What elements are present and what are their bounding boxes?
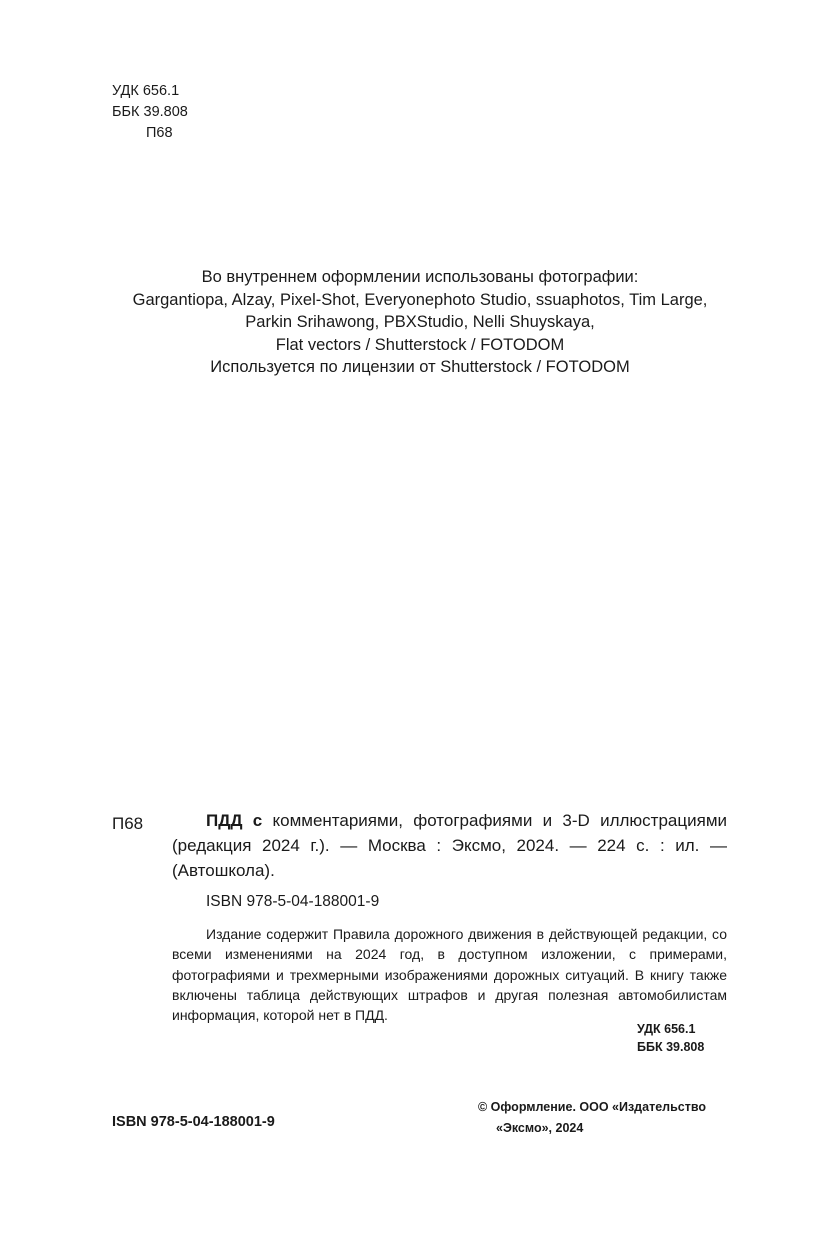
credits-line-2: Gargantiopa, Alzay, Pixel-Shot, Everyonephoto Studio, ssuaphotos, Tim Large, xyxy=(132,290,708,309)
card-isbn: ISBN 978-5-04-188001-9 xyxy=(206,893,380,910)
card-bbk-code: ББК 39.808 xyxy=(637,1040,705,1054)
footer-isbn: ISBN 978-5-04-188001-9 xyxy=(112,1114,275,1130)
copyright-notice xyxy=(478,1097,738,1139)
card-classification-codes xyxy=(637,1020,704,1056)
top-udk-code: УДК 656.1 xyxy=(112,83,180,99)
bibliographic-record xyxy=(172,808,727,883)
credits-line-4: Flat vectors / Shutterstock / FOTODOM xyxy=(275,335,565,354)
card-author-sign: П68 xyxy=(112,814,144,833)
copyright-line-2: «Эксмо», 2024 xyxy=(496,1121,584,1135)
copyright-line-1: © Оформление. ООО «Издательство xyxy=(478,1100,706,1114)
top-classification-codes xyxy=(112,81,188,144)
top-bbk-code: ББК 39.808 xyxy=(112,104,188,120)
credits-line-1: Во внутреннем оформлении использованы фотографии: xyxy=(201,268,639,286)
book-title-bold: ПДД с xyxy=(206,811,263,830)
book-title-rest: комментариями, фотографиями и 3-D иллюстрациями (редакция 2024 г.). — Москва : Эксмо, 2024. — 224 с. : ил. — (Автошкола). xyxy=(172,811,728,880)
photo-credits xyxy=(60,266,780,379)
catalog-card-description xyxy=(172,808,727,883)
credits-line-3: Parkin Srihawong, PBXStudio, Nelli Shuyskaya, xyxy=(245,313,595,332)
card-udk-code: УДК 656.1 xyxy=(637,1022,696,1036)
top-author-sign: П68 xyxy=(146,125,173,141)
book-annotation: Издание содержит Правила дорожного движения в действующей редакции, со всеми изменениями на 2024 год, в доступном изложении, с примерами, фотографиями и трехмерными изображениями дорожных ситуаций. В книгу также включены таблица действующих штрафов и другая полезная автомобилистам информация, которой нет в ПДД. xyxy=(172,926,727,1024)
credits-line-5: Используется по лицензии от Shutterstock / FOTODOM xyxy=(210,358,630,377)
